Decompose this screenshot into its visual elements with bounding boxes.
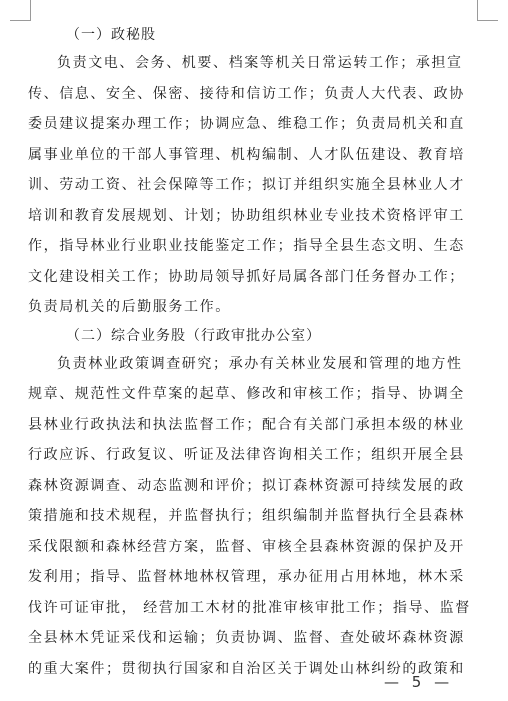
paragraph-line: 行政应诉、行政复议、听证及法律咨询相关工作；组织开展全县 (28, 447, 465, 463)
section-heading-zonghe: （二）综合业务股（行政审批办公室） (66, 327, 321, 344)
paragraph-line: 传、信息、安全、保密、接待和信访工作；负责人大代表、政协 (28, 85, 465, 102)
paragraph-line: 的重大案件；贯彻执行国家和自治区关于调处山林纠纷的政策和 (28, 660, 465, 677)
paragraph-line: 委员建议提案办理工作；协调应急、维稳工作；负责局机关和直 (28, 116, 465, 132)
paragraph-line: 负责文电、会务、机要、档案等机关日常运转工作；承担宣 (57, 55, 463, 71)
section-paragraph-zonghe (28, 349, 483, 685)
paragraph-line: 负责林业政策调查研究；承办有关林业发展和管理的地方性 (57, 355, 463, 372)
paragraph-line: 负责局机关的后勤服务工作。 (28, 299, 231, 315)
paragraph-line: 森林资源调查、动态监测和评价；拟订森林资源可持续发展的政 (28, 477, 465, 494)
paragraph-line: 属事业单位的干部人事管理、机构编制、人才队伍建设、教育培 (28, 146, 465, 163)
paragraph-line: 规章、规范性文件草案的起草、修改和审核工作；指导、协调全 (28, 386, 465, 402)
page-number: — 5 — (384, 673, 454, 691)
crop-mark-top-right (477, 0, 498, 21)
paragraph-line: 发利用；指导、监督林地林权管理，承办征用占用林地，林木采 (28, 569, 465, 585)
paragraph-line: 文化建设相关工作；协助局领导抓好局属各部门任务督办工作； (28, 268, 465, 285)
paragraph-line: 伐许可证审批， 经营加工木材的批准审核审批工作；指导、监督 (28, 599, 471, 616)
paragraph-line: 培训和教育发展规划、计划；协助组织林业专业技术资格评审工 (28, 207, 465, 224)
document-body (28, 22, 483, 684)
paragraph-line: 县林业行政执法和执法监督工作；配合有关部门承担本级的林业 (28, 416, 465, 433)
paragraph-line: 采伐限额和森林经营方案，监督、审核全县森林资源的保护及开 (28, 538, 465, 555)
section-paragraph-zhengmi (28, 48, 483, 323)
paragraph-line: 作，指导林业行业职业技能鉴定工作；指导全县生态文明、生态 (28, 238, 465, 254)
section-heading-zhengmi: （一）政秘股 (66, 27, 156, 43)
paragraph-line: 训、劳动工资、社会保障等工作；拟订并组织实施全县林业人才 (28, 177, 465, 193)
crop-mark-top-left (10, 0, 31, 21)
paragraph-line: 策措施和技术规程，并监督执行；组织编制并监督执行全县森林 (28, 508, 465, 524)
paragraph-line: 全县林木凭证采伐和运输；负责协调、监督、查处破坏森林资源 (28, 630, 465, 646)
